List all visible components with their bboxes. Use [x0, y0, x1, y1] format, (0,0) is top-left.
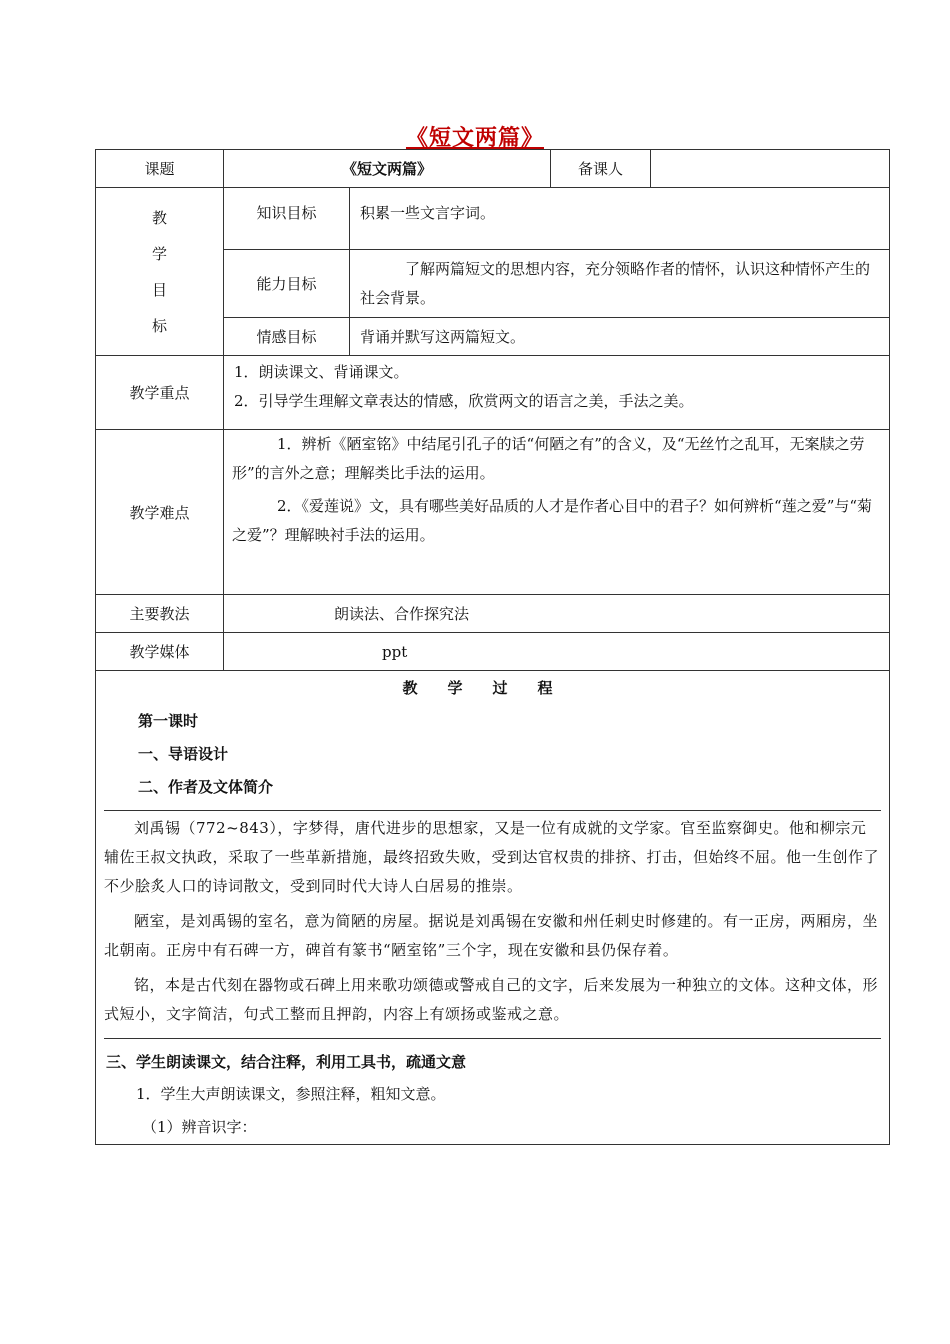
difficulty-item: 2．《爱莲说》文，具有哪些美好品质的人才是作者心目中的君子？如何辨析“莲之爱”与“菊之爱”？理解映衬手法的运用。 — [232, 497, 873, 544]
key-point-item: 1．朗读课文、背诵课文。 — [234, 363, 409, 381]
difficulties-label: 教学难点 — [96, 430, 224, 595]
author-intro-block — [104, 810, 881, 1039]
process-heading: 教学过程 — [402, 679, 583, 697]
ability-text: 了解两篇短文的思想内容，充分领略作者的情怀，认识这种情怀产生的社会背景。 — [360, 259, 871, 307]
difficulties-row — [96, 430, 890, 595]
knowledge-label: 知识目标 — [224, 188, 350, 250]
objectives-char: 标 — [151, 316, 167, 335]
lesson-plan-table — [95, 149, 890, 1145]
knowledge-row — [96, 188, 890, 250]
intro-paragraph: 铭，本是古代刻在器物或石碑上用来歌功颂德或警戒自己的文字，后来发展为一种独立的文体。这种文体，形式短小，文字简洁，句式工整而且押韵，内容上有颂扬或鉴戒之意。 — [104, 976, 879, 1023]
methods-value: 朗读法、合作探究法 — [224, 595, 890, 633]
preparer-value — [651, 150, 890, 188]
header-row — [96, 150, 890, 188]
topic-label: 课题 — [96, 150, 224, 188]
intro-paragraph: 刘禹锡（772~843），字梦得，唐代进步的思想家，又是一位有成就的文学家。官至监察御史。他和柳宗元辅佐王叔文执政，采取了一些革新措施，最终招致失败，受到达官权贵的排挤、打击，但始终不屈。他一生创作了不少脍炙人口的诗词散文，受到同时代大诗人白居易的推崇。 — [104, 819, 880, 895]
intro-paragraph: 陋室，是刘禹锡的室名，意为简陋的房屋。据说是刘禹锡在安徽和州任刺史时修建的。有一正房，两厢房，坐北朝南。正房中有石碑一方，碑首有篆书“陋室铭”三个字，现在安徽和县仍保存着。 — [104, 912, 879, 959]
section-reading: 三、学生朗读课文，结合注释，利用工具书，疏通文意 — [106, 1053, 467, 1071]
emotion-text: 背诵并默写这两篇短文。 — [350, 318, 890, 356]
key-points-label: 教学重点 — [96, 356, 224, 430]
key-point-item: 2．引导学生理解文章表达的情感，欣赏两文的语言之美，手法之美。 — [234, 392, 694, 410]
ability-label: 能力目标 — [224, 250, 350, 318]
media-value: ppt — [224, 633, 890, 671]
key-points-row — [96, 356, 890, 430]
knowledge-text: 积累一些文言字词。 — [350, 188, 890, 250]
emotion-label: 情感目标 — [224, 318, 350, 356]
objectives-char: 学 — [151, 244, 167, 263]
methods-label: 主要教法 — [96, 595, 224, 633]
media-row — [96, 633, 890, 671]
lesson-title: 第一课时 — [138, 712, 199, 730]
objectives-label — [96, 188, 224, 356]
section-intro-design: 一、导语设计 — [138, 745, 229, 763]
document-title: 《短文两篇》 — [405, 126, 544, 151]
reading-step: 1．学生大声朗读课文，参照注释，粗知文意。 — [136, 1085, 446, 1103]
reading-substep: （1）辨音识字： — [142, 1118, 257, 1136]
section-author-intro: 二、作者及文体简介 — [138, 778, 274, 796]
methods-row — [96, 595, 890, 633]
difficulty-item: 1．辨析《陋室铭》中结尾引孔子的话“何陋之有”的含义，及“无丝竹之乱耳，无案牍之劳形”的言外之意；理解类比手法的运用。 — [232, 435, 865, 482]
objectives-char: 教 — [151, 208, 167, 227]
objectives-char: 目 — [151, 280, 167, 299]
media-label: 教学媒体 — [96, 633, 224, 671]
preparer-label: 备课人 — [551, 150, 651, 188]
topic-value: 《短文两篇》 — [224, 150, 551, 188]
process-row — [96, 671, 890, 1145]
